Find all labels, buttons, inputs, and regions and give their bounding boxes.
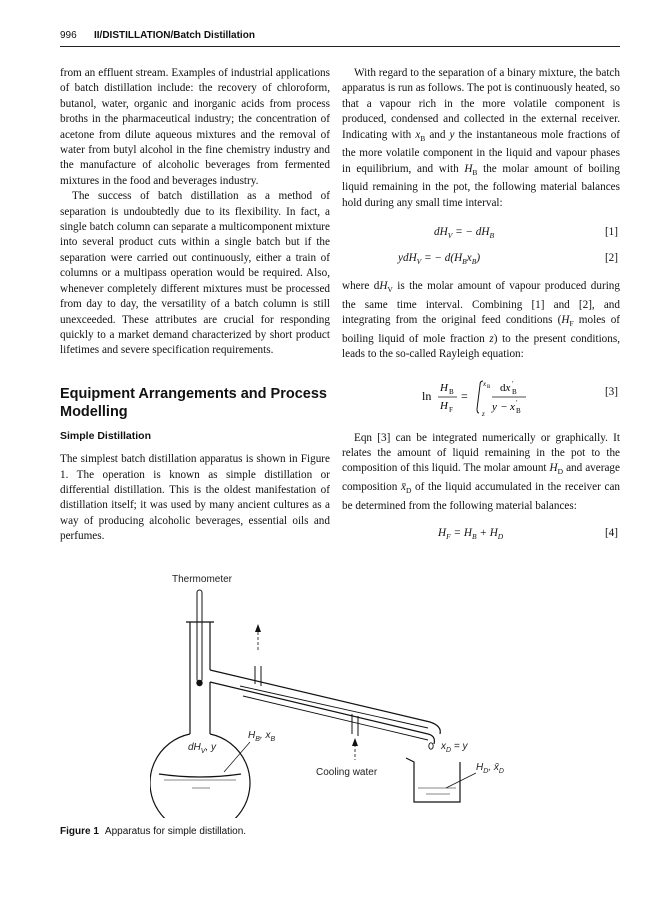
left-column	[60, 66, 330, 545]
vapour-label: $dH_V$, y	[188, 742, 217, 755]
arrow-up-icon	[352, 738, 358, 760]
paragraph: from an effluent stream. Examples of industrial applications of batch distillation include: the recovery of chloroform, butanol, water, organic and inorganic acids from process broths in the pharmaceutical industry; the concentration of acetone from dilute aqueous mixtures and the removal of water from butyl alcohol in the fine chemistry industry and the manufacture of alcoholic beverages from fermented mixtures in the food and beverages industry.	[60, 67, 330, 187]
svg-text:H: H	[440, 399, 448, 412]
equation-4: $H_F = H_B + H_D$ [4]	[438, 527, 618, 542]
svg-text:x: x	[510, 400, 515, 413]
svg-text:F: F	[449, 405, 453, 414]
svg-text:′: ′	[512, 379, 514, 388]
subsection-heading: Simple Distillation	[60, 429, 152, 442]
paragraph: With regard to the separation of a binary mixture, the batch apparatus is run as follows. The pot is continuously heated, so that a vapour rich in the more volatile component is produced, condensed and collected in the external receiver. Indicating with $x_B$ and y the instantaneous mole fractions of the more volatile component in the liquid and vapour phases in equilibrium, and with $H_B$ the molar amount of boiling liquid remaining in the pot, the following material balances hold during any small time interval:	[342, 67, 621, 209]
right-column	[342, 66, 620, 548]
section-heading: Equipment Arrangements and Process Modelling	[60, 385, 327, 420]
running-header	[60, 28, 620, 47]
paragraph: The success of batch distillation as a method of separation is undoubtedly due to its flexibility. In fact, a single batch column can separate a multicomponent mixture into several product cuts within a single batch but if the separation were carried out continuously, either a train of columns or a multipass operation would be required. Also, whenever completely different mixtures must be processed from day to day, the versatility of a batch column is still unexceeded. These attributes are crucial for responding quickly to a market demand characterized by short product lifetimes and severe specification requirements.	[60, 190, 330, 357]
svg-text:′: ′	[516, 398, 518, 407]
thermometer-label: Thermometer	[172, 574, 233, 585]
equation-number: [3]	[604, 385, 618, 398]
equation-number: [1]	[604, 226, 618, 239]
caption-text: Apparatus for simple distillation.	[104, 826, 247, 837]
svg-text:−: −	[501, 400, 508, 413]
equation-number: [2]	[604, 252, 618, 265]
arrow-down-icon	[255, 624, 261, 650]
svg-text:=: =	[461, 388, 468, 403]
svg-text:B: B	[516, 406, 521, 415]
svg-text:x: x	[483, 379, 487, 388]
svg-text:H: H	[440, 381, 448, 394]
svg-text:ln: ln	[422, 388, 432, 403]
distillate-label: $x_D = y$	[441, 741, 468, 754]
condenser	[210, 666, 440, 744]
cooling-water-label: Cooling water	[316, 767, 378, 778]
receiver-beaker	[406, 758, 460, 802]
paragraph: where $dH_V$ is the molar amount of vapour produced during the same time interval. Combining [1] and [2], and integrating from the original feed conditions ($H_F$ moles of boiling liquid of mole fraction z) to the present conditions, leads to the so-called Rayleigh equation:	[342, 280, 621, 361]
svg-text:y: y	[492, 400, 497, 413]
section-title: II/DISTILLATION/Batch Distillation	[94, 30, 255, 41]
receiver-label: $H_D$, $x̄_D$	[476, 762, 504, 775]
svg-text:dx: dx	[500, 381, 511, 394]
equation-2: ydH$_V$ = − $d(H_Bx_B)$ [2]	[398, 252, 618, 267]
equation-1: $dH_V$ = − $dH_B$ [1]	[434, 226, 618, 241]
svg-text:B: B	[487, 384, 491, 390]
liquid-label: $H_B$, $x_B$	[248, 730, 276, 743]
svg-text:z: z	[482, 409, 485, 418]
thermometer-icon	[196, 590, 202, 686]
distillation-flask	[150, 622, 250, 818]
droplet-icon	[429, 743, 433, 749]
equation-3	[342, 369, 620, 425]
paragraph: Eqn [3] can be integrated numerically or graphically. It relates the amount of liquid remaining in the pot to the composition of this liquid. The molar amount $H_D$ and average composition $x̄_D$ of the liquid accumulated in the receiver can be determined from the following material balances:	[342, 431, 621, 512]
svg-text:B: B	[449, 387, 454, 396]
figure-caption	[60, 826, 246, 837]
paragraph: The simplest batch distillation apparatus is shown in Figure 1. The operation is known as simple distillation or differential distillation. This is the oldest manifestation of distillation itself; it was used by many ancient cultures as a way of producing alcoholic beverages, essential oils and perfumes.	[60, 453, 330, 543]
svg-text:B: B	[512, 387, 517, 396]
apparatus-figure	[150, 566, 550, 818]
caption-label: Figure 1	[60, 826, 99, 837]
page-number: 996	[60, 30, 77, 41]
equation-number: [4]	[604, 527, 618, 540]
